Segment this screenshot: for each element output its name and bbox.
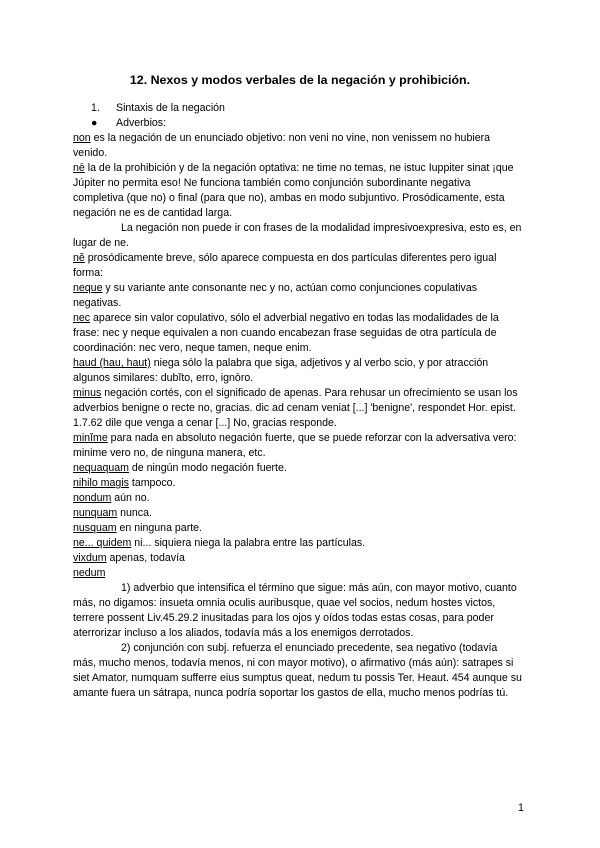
entry-term: nē [73,162,85,174]
entry-term: nondum [73,492,112,504]
entry-paragraph [73,281,523,311]
entry-paragraph [73,551,523,566]
entry-text: prosódicamente breve, sólo aparece compuesta en dos partículas diferentes pero igual forma: [73,252,497,279]
list-item-text: Adverbios: [116,117,167,129]
entry-text: aparece sin valor copulativo, sólo el adverbial negativo en todas las modalidades de la frase: nec y neque equivalen a non cuando encabezan frase seguidas de otra partícula de coordinación: nec vero, neque tamen, neque enim. [73,312,499,354]
section-list [73,101,523,131]
entry-term: neque [73,282,103,294]
entry-term: nedum [73,567,106,579]
entry-term: nihilo magis [73,477,129,489]
entry-text: La negación non puede ir con frases de la modalidad impresivoexpresiva, esto es, en lugar de ne. [73,222,522,249]
entries-container [73,131,523,701]
entry-text: es la negación de un enunciado objetivo: non veni no vine, non venissem no hubiera venido. [73,132,491,159]
page-number: 1 [518,802,524,814]
entry-paragraph [73,536,523,551]
entry-paragraph [73,521,523,536]
entry-text: negación cortés, con el significado de apenas. Para rehusar un ofrecimiento se usan los adverbios benigne o recte no, gracias. dic ad cenam veniat [...] 'benigne', respondet Hor. epist. 1.7.62 dile que venga a cenar [...] No, gracias responde. [73,387,518,429]
entry-paragraph [73,641,523,701]
entry-text: y su variante ante consonante nec y no, actúan como conjunciones copulativas negativas. [73,282,478,309]
entry-paragraph [73,461,523,476]
page-title: 12. Nexos y modos verbales de la negación y prohibición. [129,73,471,87]
entry-text: nunca. [117,507,152,519]
entry-term: nequaquam [73,462,129,474]
entry-term: non [73,132,91,144]
entry-term: nec [73,312,91,324]
document-body [73,101,523,701]
entry-term: minĭme [73,432,108,444]
list-item-text: Sintaxis de la negación [116,102,225,114]
entry-paragraph [73,491,523,506]
entry-paragraph [73,566,523,581]
entry-term: ne... quidem [73,537,132,549]
entry-text: ni... siquiera niega la palabra entre las partículas. [131,537,366,549]
entry-text: apenas, todavía [106,552,185,564]
entry-term: nusquam [73,522,117,534]
list-item [73,116,523,131]
entry-paragraph [73,386,523,431]
entry-paragraph [73,161,523,221]
entry-text: 1) adverbio que intensifica el término que sigue: más aún, con mayor motivo, cuanto más, no digamos: insueta omnia oculis auribusque, quae vel socios, nedum hostes victos, terrere possent Liv.45.29.2 inusitadas para los ojos y oídos todas estas cosas, para poder aterrorizar incluso a los aliados, todavía más a los enemigos derrotados. [73,582,517,639]
entry-text: de ningún modo negación fuerte. [128,462,287,474]
entry-text: 2) conjunción con subj. refuerza el enunciado precedente, sea negativo (todavía más, mucho menos, todavía menos, ni con mayor motivo), o afirmativo (más aún): satrapes si siet Amator, numquam sufferre eius sumptus queat, nedum tu possis Ter. Heaut. 454 aunque su amante fuera un sátrapa, nunca podría soportar los gastos de ella, mucho menos podrías tú. [73,642,522,699]
entry-term: haud (hau, haut) [73,357,151,369]
entry-term: nunquam [73,507,118,519]
list-marker: ● [91,117,98,129]
entry-text: niega sólo la palabra que siga, adjetivos y al verbo scio, y por atracción algunos similares: dubĭto, erro, ignōro. [73,357,489,384]
entry-paragraph [73,431,523,461]
entry-text: para nada en absoluto negación fuerte, que se puede reforzar con la adversativa vero: minime vero no, de ninguna manera, etc. [73,432,517,459]
entry-paragraph [73,221,523,251]
entry-paragraph [73,356,523,386]
entry-paragraph [73,581,523,641]
entry-text: la de la prohibición y de la negación optativa: ne time no temas, ne istuc Iuppiter sinat ¡que Júpiter no permita eso! Ne funciona también como conjunción subordinante negativa completiva (que no) o final (para que no), ambas en modo subjuntivo. Prosódicamente, esta negación ne es de cantidad larga. [73,162,514,219]
entry-paragraph [73,251,523,281]
entry-text: en ninguna parte. [116,522,203,534]
entry-paragraph [73,311,523,356]
entry-text: tampoco. [128,477,176,489]
entry-term: minus [73,387,102,399]
entry-paragraph [73,506,523,521]
entry-term: nĕ [73,252,85,264]
list-item [73,101,523,116]
entry-term: vixdum [73,552,107,564]
entry-paragraph [73,476,523,491]
entry-paragraph [73,131,523,161]
list-marker: 1. [91,102,100,114]
entry-text: aún no. [111,492,150,504]
